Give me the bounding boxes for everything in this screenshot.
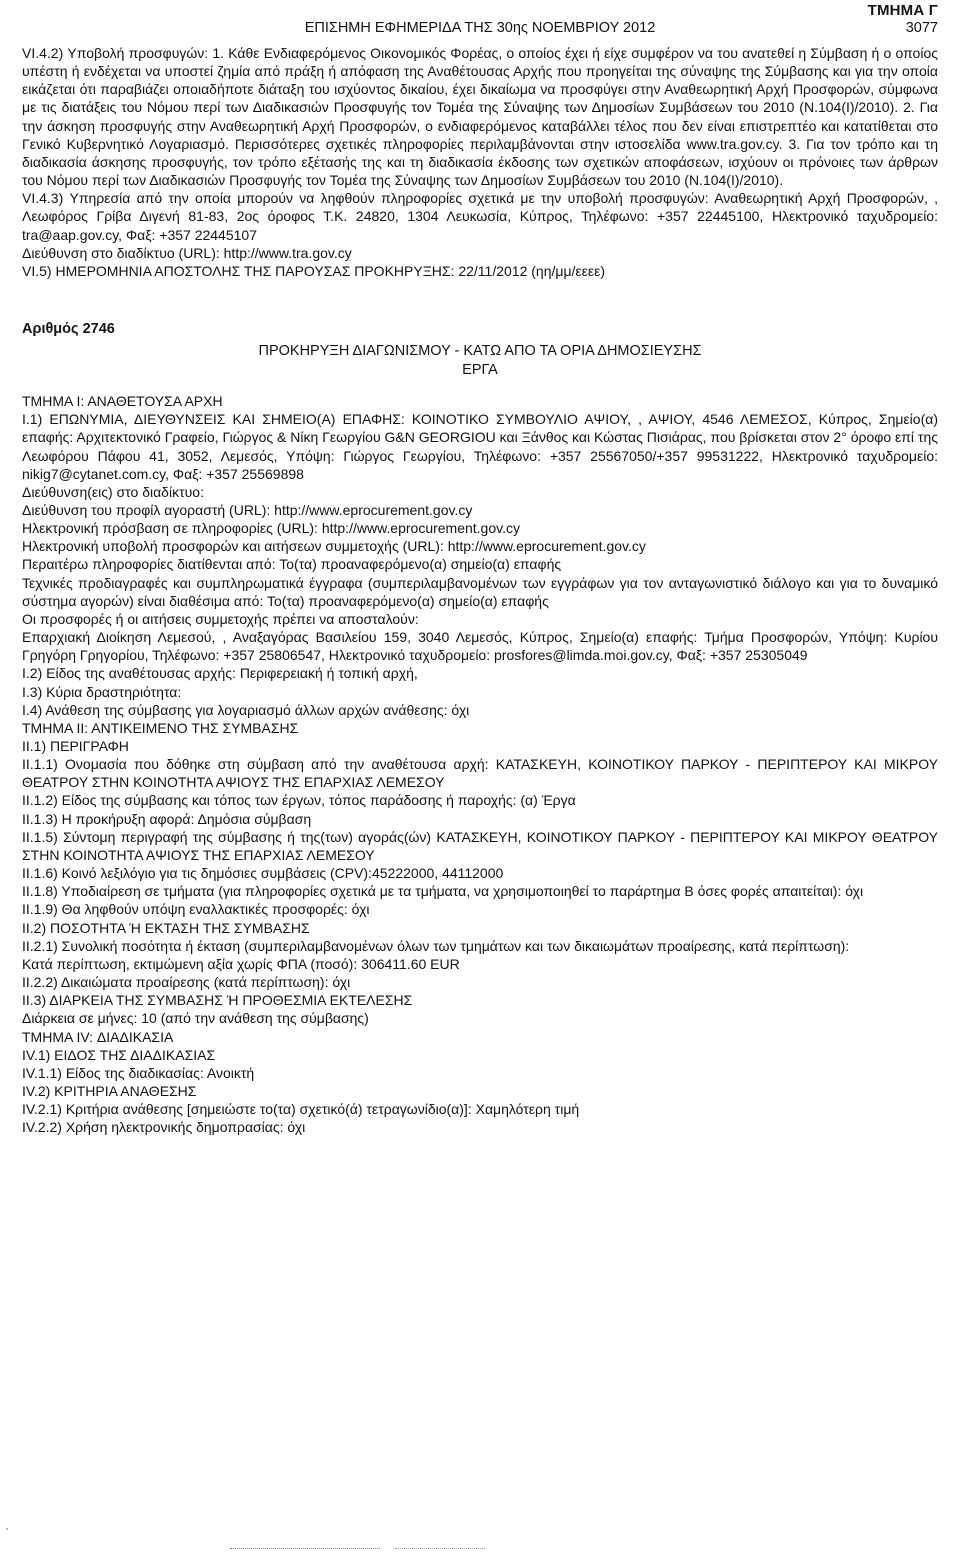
notice-subtitle: ΕΡΓΑ	[462, 362, 498, 379]
line-ii3: ΙΙ.3) ΔΙΑΡΚΕΙΑ ΤΗΣ ΣΥΜΒΑΣΗΣ Ή ΠΡΟΘΕΣΜΙΑ ΕΚΤΕΛΕΣΗΣ	[22, 992, 413, 1009]
scan-artifact-line	[230, 1548, 380, 1549]
notice-header	[22, 320, 938, 340]
notice-title: ΠΡΟΚΗΡΥΞΗ ΔΙΑΓΩΝΙΣΜΟΥ - ΚΑΤΩ ΑΠΟ ΤΑ ΟΡΙΑ ΔΗΜΟΣΙΕΥΣΗΣ	[258, 343, 702, 360]
scan-speck	[6, 1528, 8, 1530]
paragraph-vi43-url: Διεύθυνση στο διαδίκτυο (URL): http://www.tra.gov.cy	[22, 244, 352, 261]
paragraph-ii15: ΙΙ.1.5) Σύντομη περιγραφή της σύμβασης ή της(των) αγοράς(ών) ΚΑΤΑΣΚΕΥΗ, ΚΟΙΝΟΤΙΚΟΥ ΠΑΡΚΟΥ - ΠΕΡΙΠΤΕΡΟΥ ΚΑΙ ΜΙΚΡΟΥ ΘΕΑΤΡΟΥ ΣΤΗΝ ΚΟΙΝΟΤΗΤΑ ΑΨΙΟΥΣ ΤΗΣ ΕΠΑΡΧΙΑΣ ΛΕΜΕΣΟΥ	[22, 828, 938, 863]
notice-number: Αριθμός 2746	[22, 321, 115, 338]
line-iv21: IV.2.1) Κριτήρια ανάθεσης [σημειώστε το(τα) σχετικό(ά) τετραγωνίδιο(α)]: Χαμηλότερη τιμή	[22, 1101, 580, 1118]
paragraph-vi5: VI.5) ΗΜΕΡΟΜΗΝΙΑ ΑΠΟΣΤΟΛΗΣ ΤΗΣ ΠΑΡΟΥΣΑΣ ΠΡΟΚΗΡΥΞΗΣ: 22/11/2012 (ηη/μμ/εεεε)	[22, 262, 606, 279]
line-i3: Ι.3) Κύρια δραστηριότητα:	[22, 683, 182, 700]
paragraph-i1: Ι.1) ΕΠΩΝΥΜΙΑ, ΔΙΕΥΘΥΝΣΕΙΣ ΚΑΙ ΣΗΜΕΙΟ(Α) ΕΠΑΦΗΣ: ΚΟΙΝΟΤΙΚΟ ΣΥΜΒΟΥΛΙΟ ΑΨΙΟΥ, , ΑΨΙΟΥ, 4546 ΛΕΜΕΣΟΣ, Κύπρος, Σημείο(α) επαφής: Αρχιτεκτονικό Γραφείο, Γιώργος & Νίκη Γεωργίου G&N GEORGIOU και Ξάνθος και Κώστας Πισιάρας, που βρίσκεται στον 2° όροφο επί της Λεωφόρου Πάφου 41, 3052, Λεμεσός, Υπόψη: Γιώργος Γεωργίου, Τηλέφωνο: +357 25567050/+357 99531222, Ηλεκτρονικό ταχυδρομείο: nikig7@cytanet.com.cy, Φαξ: +357 25569898	[22, 411, 938, 482]
paragraph-ii21: ΙΙ.2.1) Συνολική ποσότητα ή έκταση (συμπεριλαμβανομένων όλων των τμημάτων και των δικαιωμάτων προαίρεσης, κατά περίπτωση):	[22, 937, 850, 954]
section-heading: ΤΜΗΜΑ Ι: ΑΝΑΘΕΤΟΥΣΑ ΑΡΧΗ	[22, 393, 223, 410]
document-body	[22, 44, 938, 1136]
line-send-to: Οι προσφορές ή οι αιτήσεις συμμετοχής πρέπει να αποσταλούν:	[22, 610, 419, 627]
line-i1-a3: Ηλεκτρονική υποβολή προσφορών και αιτήσεων συμμετοχής (URL): http://www.eprocurement.gov.cy	[22, 538, 646, 555]
paragraph-ii18: ΙΙ.1.8) Υποδιαίρεση σε τμήματα (για πληροφορίες σχετικά με τα τμήματα, να χρησιμοποιηθεί το παράρτημα Β όσες φορές απαιτείται): όχι	[22, 883, 864, 900]
line-iv11: IV.1.1) Είδος της διαδικασίας: Ανοικτή	[22, 1064, 255, 1081]
line-ii1: ΙΙ.1) ΠΕΡΙΓΡΑΦΗ	[22, 738, 129, 754]
section-heading: ΤΜΗΜΑ IV: ΔΙΑΔΙΚΑΣΙΑ	[22, 1028, 174, 1045]
gazette-title: ΕΠΙΣΗΜΗ ΕΦΗΜΕΡΙΔΑ ΤΗΣ 30ης ΝΟΕΜΒΡΙΟΥ 2012	[304, 20, 656, 36]
paragraph-send-address: Επαρχιακή Διοίκηση Λεμεσού, , Αναξαγόρας Βασιλείου 159, 3040 Λεμεσός, Κύπρος, Σημείο(α) επαφής: Τμήμα Προσφορών, Υπόψη: Κυρίου Γρηγόρη Γρηγορίου, Τηλέφωνο: +357 25806547, Ηλεκτρονικό ταχυδρομείο: prosfores@limda.moi.gov.cy, Φαξ: +357 25305049	[22, 629, 938, 664]
line-ii16: ΙΙ.1.6) Κοινό λεξιλόγιο για τις δημόσιες συμβάσεις (CPV):45222000, 44112000	[22, 865, 504, 882]
page-number: 3077	[905, 20, 938, 36]
line-i1-a2: Ηλεκτρονική πρόσβαση σε πληροφορίες (URL): http://www.eprocurement.gov.cy	[22, 520, 520, 537]
line-ii2: ΙΙ.2) ΠΟΣΟΤΗΤΑ Ή ΕΚΤΑΣΗ ΤΗΣ ΣΥΜΒΑΣΗΣ	[22, 919, 310, 936]
paragraph-vi43: VI.4.3) Υπηρεσία από την οποία μπορούν να ληφθούν πληροφορίες σχετικά με την υποβολή προσφυγών: Αναθεωρητική Αρχή Προσφορών, , Λεωφόρος Γρίβα Διγενή 81-83, 2ος όροφος Τ.Κ. 24820, 1304 Λευκωσία, Κύπρος, Τηλέφωνο: +357 22445100, Ηλεκτρονικό ταχυδρομείο: tra@aap.gov.cy, Φαξ: +357 22445107	[22, 190, 938, 243]
line-i2: Ι.2) Είδος της αναθέτουσας αρχής: Περιφερειακή ή τοπική αρχή,	[22, 665, 418, 682]
line-iv22: IV.2.2) Χρήση ηλεκτρονικής δημοπρασίας: όχι	[22, 1119, 306, 1136]
line-iv2: IV.2) ΚΡΙΤΗΡΙΑ ΑΝΑΘΕΣΗΣ	[22, 1082, 197, 1099]
paragraph-vi42: VI.4.2) Υποβολή προσφυγών: 1. Κάθε Ενδιαφερόμενος Οικονομικός Φορέας, ο οποίος έχει ή είχε συμφέρον να του ανατεθεί η Σύμβαση ή ο οποίος υπέστη ή ενδέχεται να υποστεί ζημία από πράξη ή απόφαση της Αναθέτουσας Αρχής που προηγείται της σύναψης της Σύμβασης και για την οποία εικάζεται ότι παραβιάζει οποιαδήποτε διάταξη του ισχύοντος δικαίου, έχει δικαίωμα να προσφύγει στην Αναθεωρητική Αρχή Προσφορών, σύμφωνα με τις διατάξεις του Νόμου περί των Διαδικασιών Προσφυγής τον Τομέα της Σύναψης των Δημοσίων Συμβάσεων του 2010 (Ν.104(Ι)/2010). 2. Για την άσκηση προσφυγής στην Αναθεωρητική Αρχή Προσφορών, ο ενδιαφερόμενος καταβάλλει τέλος που δεν είναι επιστρεπτέο και κατατίθεται στο Γενικό Κυβερνητικό Λογαριασμό. Περισσότερες σχετικές πληροφορίες περιλαμβάνονται στην ιστοσελίδα www.tra.gov.cy. 3. Για τον τρόπο και τη διαδικασία άσκησης προσφυγής, τον τρόπο εξέτασής της και τη διαδικασία έκδοσης των σχετικών αποφάσεων, ισχύουν οι πρόνοιες των άρθρων του Νόμου περί των Διαδικασιών Προσφυγής τον Τομέα της Σύναψης των Δημοσίων Συμβάσεων του 2010 (Ν.104(Ι)/2010).	[22, 45, 938, 189]
line-ii21-value: Κατά περίπτωση, εκτιμώμενη αξία χωρίς ΦΠΑ (ποσό): 306411.60 EUR	[22, 955, 460, 972]
line-ii19: ΙΙ.1.9) Θα ληφθούν υπόψη εναλλακτικές προσφορές: όχι	[22, 901, 370, 918]
line-i1-a1: Διεύθυνση του προφίλ αγοραστή (URL): http://www.eprocurement.gov.cy	[22, 501, 473, 518]
line-i1-a4: Περαιτέρω πληροφορίες διατίθενται από: Το(τα) προαναφερόμενο(α) σημείο(α) επαφής	[22, 556, 562, 573]
line-ii22: ΙΙ.2.2) Δικαιώματα προαίρεσης (κατά περίπτωση): όχι	[22, 974, 351, 991]
line-i1-a0: Διεύθυνση(εις) στο διαδίκτυο:	[22, 483, 204, 500]
line-iv1: IV.1) ΕΙΔΟΣ ΤΗΣ ΔΙΑΔΙΚΑΣΙΑΣ	[22, 1046, 216, 1063]
line-i4: Ι.4) Ανάθεση της σύμβασης για λογαριασμό άλλων αρχών ανάθεσης: όχι	[22, 701, 470, 718]
scan-artifact-line	[395, 1548, 485, 1549]
section-label: ΤΜΗΜΑ Γ	[867, 2, 938, 19]
line-ii12: ΙΙ.1.2) Είδος της σύμβασης και τόπος των έργων, τόπος παράδοσης ή παροχής: (α) Έργα	[22, 792, 576, 809]
section-heading: ΤΜΗΜΑ ΙΙ: ΑΝΤΙΚΕΙΜΕΝΟ ΤΗΣ ΣΥΜΒΑΣΗΣ	[22, 719, 299, 736]
line-ii13: ΙΙ.1.3) Η προκήρυξη αφορά: Δημόσια σύμβαση	[22, 810, 312, 827]
paragraph-tech-specs: Τεχνικές προδιαγραφές και συμπληρωματικά έγγραφα (συμπεριλαμβανομένων των εγγράφων για τον ανταγωνιστικό διάλογο και για το δυναμικό σύστημα αγορών) είναι διαθέσιμα από: Το(τα) προαναφερόμενο(α) σημείο(α) επαφής	[22, 574, 938, 609]
paragraph-ii11: ΙΙ.1.1) Ονομασία που δόθηκε στη σύμβαση από την αναθέτουσα αρχή: ΚΑΤΑΣΚΕΥΗ, ΚΟΙΝΟΤΙΚΟΥ ΠΑΡΚΟΥ - ΠΕΡΙΠΤΕΡΟΥ ΚΑΙ ΜΙΚΡΟΥ ΘΕΑΤΡΟΥ ΣΤΗΝ ΚΟΙΝΟΤΗΤΑ ΑΨΙΟΥΣ ΤΗΣ ΕΠΑΡΧΙΑΣ ΛΕΜΕΣΟΥ	[22, 756, 938, 791]
line-ii3-value: Διάρκεια σε μήνες: 10 (από την ανάθεση της σύμβασης)	[22, 1010, 369, 1027]
page-header	[22, 20, 938, 40]
